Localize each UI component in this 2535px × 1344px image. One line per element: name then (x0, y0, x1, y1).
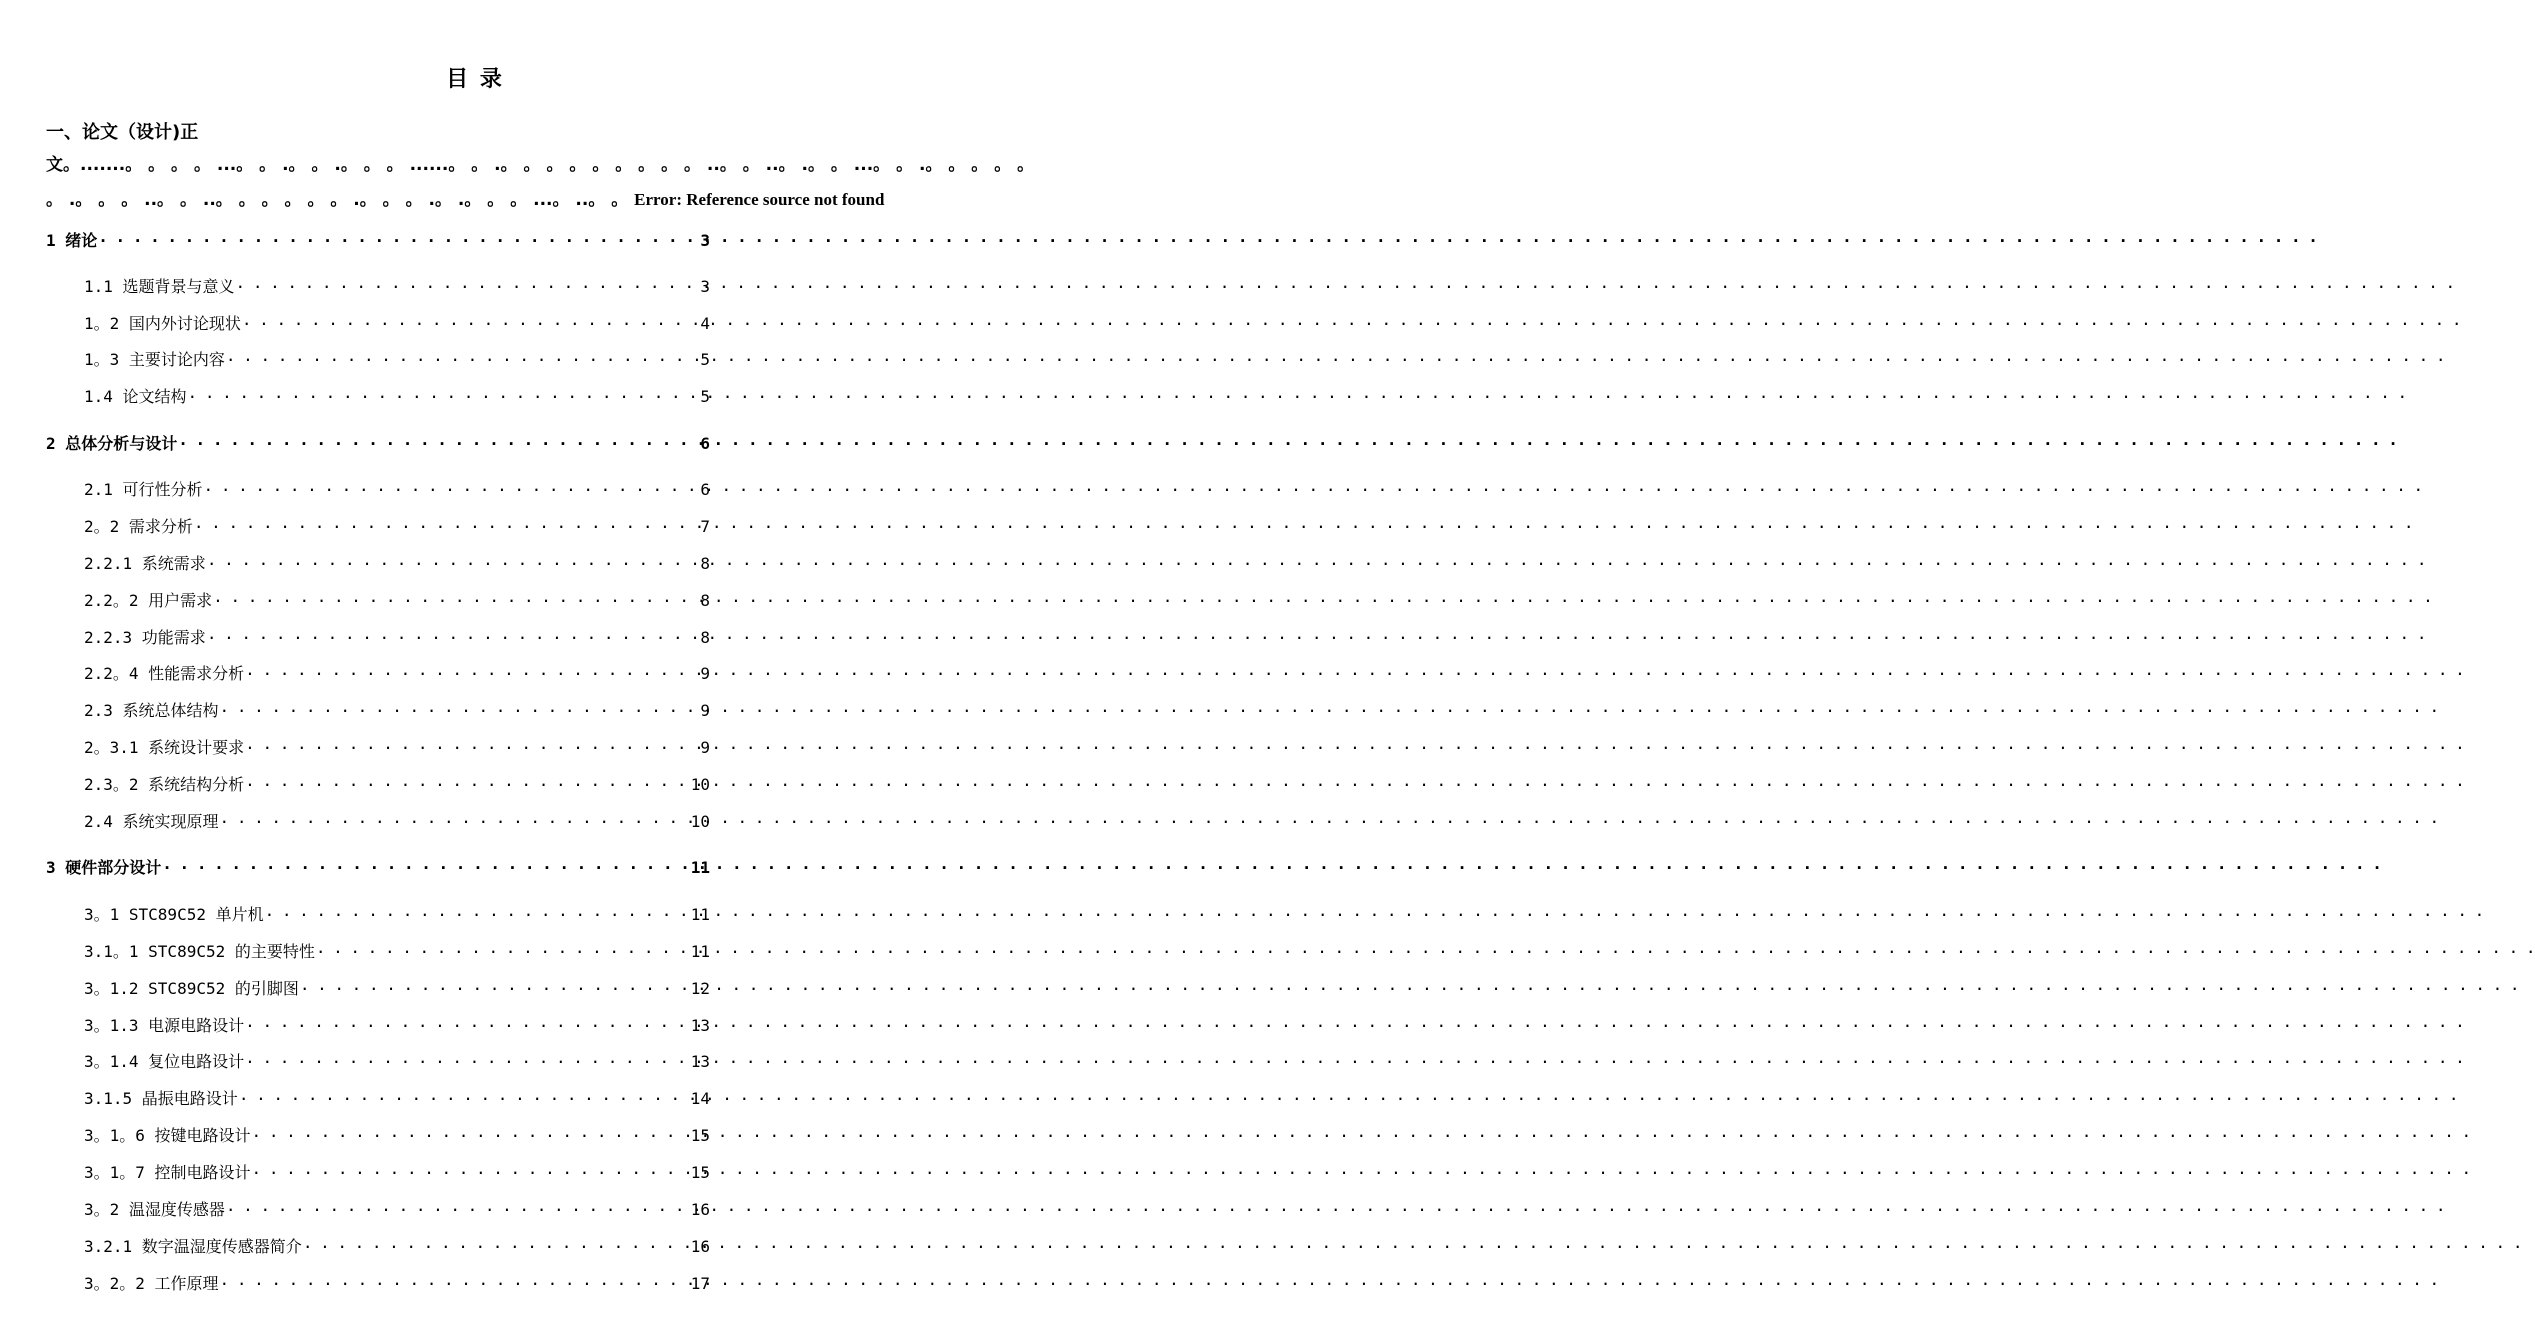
toc-label: 3。1 STC89C52 单片机 (84, 905, 264, 924)
leader-line-2 (46, 185, 906, 210)
toc-label: 3.1。1 STC89C52 的主要特性 (84, 942, 315, 961)
toc-entry[interactable] (84, 1160, 710, 1183)
toc-entry[interactable] (84, 1013, 710, 1036)
toc-label: 3。2。2 工作原理 (84, 1274, 219, 1293)
leader-dots (300, 978, 690, 994)
toc-label: 2.3 系统总体结构 (84, 701, 219, 720)
leader-dots (213, 590, 699, 606)
toc-label: 3。2 温湿度传感器 (84, 1200, 225, 1219)
toc-entry[interactable] (84, 274, 710, 297)
toc-label: 2。2 需求分析 (84, 517, 193, 536)
toc-page-number: 17 (690, 1274, 710, 1293)
toc-entry[interactable] (84, 384, 710, 407)
toc-label: 2 总体分析与设计 (46, 434, 178, 453)
toc-page-number: 6 (700, 480, 710, 499)
toc-page-number: 13 (690, 1052, 710, 1071)
toc-label: 3.2.1 数字温湿度传感器简介 (84, 1237, 302, 1256)
toc-label: 2.2。2 用户需求 (84, 591, 213, 610)
leader-dots (226, 349, 699, 365)
toc-page-number: 6 (700, 434, 710, 453)
toc-page-number: 11 (690, 942, 710, 961)
toc-entry[interactable] (84, 1234, 710, 1257)
toc-page-number: 11 (690, 905, 710, 924)
leader-dots (245, 1015, 690, 1031)
toc-label: 3。1。6 按键电路设计 (84, 1126, 251, 1145)
leader-dots (220, 700, 700, 716)
toc-entry[interactable] (84, 347, 710, 370)
toc-entry[interactable] (84, 1086, 710, 1109)
toc-entry[interactable] (84, 1049, 710, 1072)
leader-line-1: 文。.......。 。 。 。 ...。 。 .。 。 .。 。 。 ......。 。 .。 。 。 。 。 。 。 。 。 ..。 。 ..。 .。 。 ...。 。 .。 。 。 。 。 (46, 155, 1035, 175)
toc-page-number: 14 (690, 1089, 710, 1108)
toc-entry-chapter-1[interactable] (46, 228, 710, 251)
leader-dots (162, 857, 689, 873)
toc-entry[interactable] (84, 625, 710, 648)
toc-label: 2.4 系统实现原理 (84, 812, 219, 831)
toc-page-number: 8 (700, 591, 710, 610)
toc-entry[interactable] (84, 735, 710, 758)
toc-label: 1.1 选题背景与意义 (84, 277, 235, 296)
toc-label: 2.1 可行性分析 (84, 480, 203, 499)
toc-entry[interactable] (84, 902, 710, 925)
toc-entry[interactable] (84, 976, 710, 999)
leader-dots (220, 1273, 690, 1289)
toc-page-number: 15 (690, 1126, 710, 1145)
toc-entry[interactable] (84, 311, 710, 334)
toc-label: 3。1.2 STC89C52 的引脚图 (84, 979, 299, 998)
toc-label: 2.2。4 性能需求分析 (84, 664, 245, 683)
leader-dots (245, 1051, 690, 1067)
toc-page-number: 5 (700, 350, 710, 369)
toc-page-number: 7 (700, 517, 710, 536)
toc-entry[interactable] (84, 772, 710, 795)
leader-dots (207, 627, 700, 643)
leader-dots (204, 479, 700, 495)
toc-page-number: 15 (690, 1163, 710, 1182)
leader-dots (239, 1088, 690, 1104)
toc-page-number: 9 (700, 738, 710, 757)
toc-label: 1。2 国内外讨论现状 (84, 314, 241, 333)
reference-error: Error: Reference source not found (634, 190, 885, 209)
leader-dots (245, 737, 699, 753)
toc-page-number: 8 (700, 628, 710, 647)
toc-page-number: 9 (700, 664, 710, 683)
leader-dots (98, 230, 699, 246)
toc-entry-chapter-3[interactable] (46, 855, 710, 878)
toc-page-number: 16 (690, 1200, 710, 1219)
toc-entry[interactable] (84, 1197, 710, 1220)
toc-label: 3.1.5 晶振电路设计 (84, 1089, 238, 1108)
leader-dots (316, 941, 690, 957)
leader-dots (226, 1199, 690, 1215)
toc-page-number: 13 (690, 1016, 710, 1035)
toc-page-number: 10 (690, 812, 710, 831)
leader-dots (236, 276, 700, 292)
toc-label: 3。1.3 电源电路设计 (84, 1016, 245, 1035)
toc-entry-chapter-2[interactable] (46, 431, 710, 454)
page-title: 目 录 (446, 67, 504, 92)
leader-dots (303, 1236, 690, 1252)
leader-dots (178, 433, 699, 449)
toc-entry[interactable] (84, 514, 710, 537)
leader-dots (188, 386, 700, 402)
toc-label: 2。3.1 系统设计要求 (84, 738, 245, 757)
toc-page-number: 10 (690, 775, 710, 794)
leader-dots (252, 1125, 690, 1141)
toc-label: 1.4 论文结构 (84, 387, 187, 406)
toc-entry[interactable] (84, 698, 710, 721)
toc-entry[interactable] (84, 551, 710, 574)
leader-dots (220, 811, 690, 827)
leader-dots (245, 663, 699, 679)
leader-line-2-dots: 。 .。 。 。 ..。 。 ..。 。 。 。 。 。 .。 。 。 .。 .。 。 。 ...。 ..。 。 (46, 190, 629, 210)
toc-page-number: 11 (690, 858, 710, 877)
toc-page-number: 3 (700, 231, 710, 250)
toc-page-number: 3 (700, 277, 710, 296)
toc-entry[interactable] (84, 809, 710, 832)
toc-entry[interactable] (84, 661, 710, 684)
leader-dots (242, 313, 699, 329)
toc-entry[interactable] (84, 1271, 710, 1294)
toc-entry[interactable] (84, 939, 710, 962)
toc-page-number: 4 (700, 314, 710, 333)
toc-entry[interactable] (84, 1123, 710, 1146)
leader-dots (265, 904, 690, 920)
toc-label: 1 绪论 (46, 231, 98, 250)
toc-page-number: 16 (690, 1237, 710, 1256)
toc-page-number: 8 (700, 554, 710, 573)
toc-label: 1。3 主要讨论内容 (84, 350, 225, 369)
toc-label: 3。1。7 控制电路设计 (84, 1163, 251, 1182)
toc-label: 3 硬件部分设计 (46, 858, 162, 877)
leader-dots (207, 553, 700, 569)
toc-label: 2.2.1 系统需求 (84, 554, 206, 573)
toc-entry[interactable] (84, 477, 710, 500)
toc-label: 2.2.3 功能需求 (84, 628, 206, 647)
leader-dots (194, 516, 699, 532)
toc-label: 3。1.4 复位电路设计 (84, 1052, 245, 1071)
leader-dots (245, 774, 690, 790)
toc-page-number: 12 (690, 979, 710, 998)
section-heading: 一、论文（设计)正 (46, 122, 199, 143)
toc-page-number: 5 (700, 387, 710, 406)
toc-page (0, 0, 1035, 1344)
leader-dots (252, 1162, 690, 1178)
toc-page-number: 9 (700, 701, 710, 720)
toc-label: 2.3。2 系统结构分析 (84, 775, 245, 794)
toc-entry[interactable] (84, 588, 710, 611)
